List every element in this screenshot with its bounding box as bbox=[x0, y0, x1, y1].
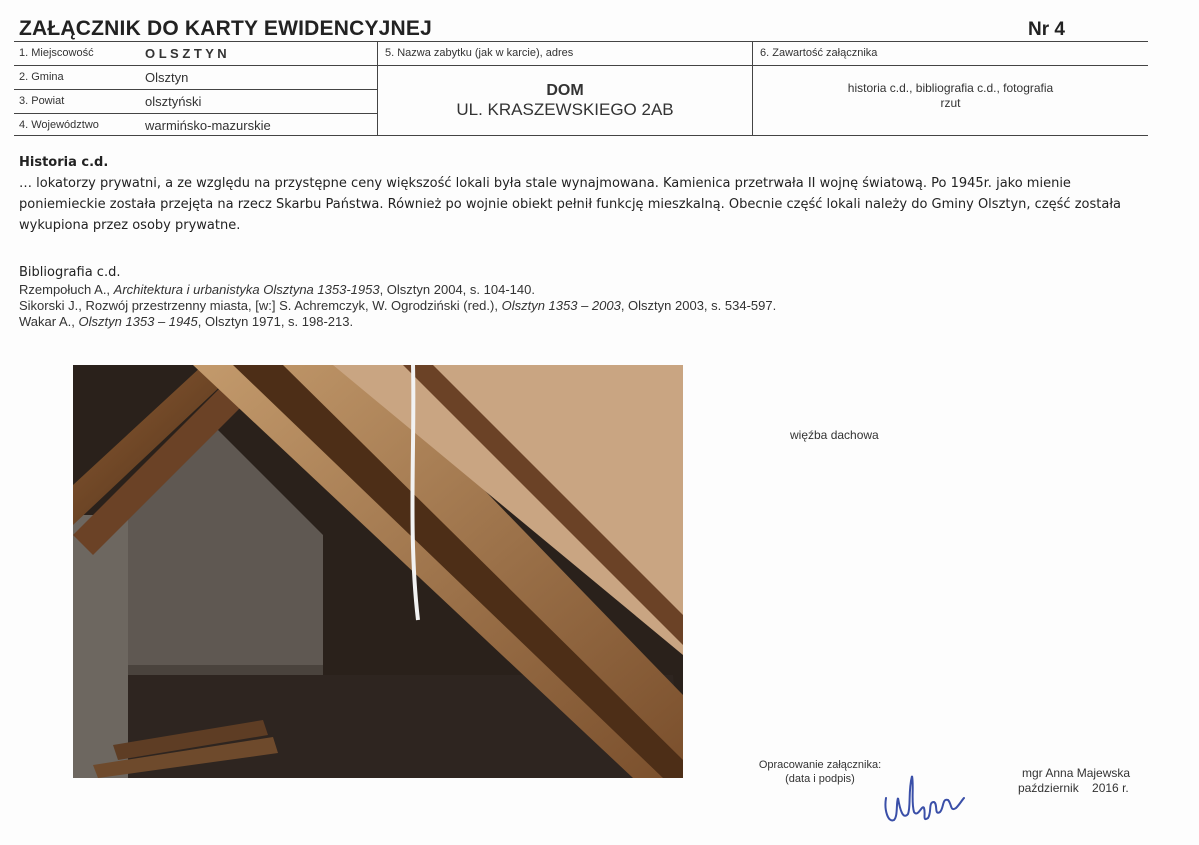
roof-truss-photo bbox=[73, 365, 683, 778]
table-bottom-border bbox=[14, 135, 1148, 136]
table-row-divider bbox=[14, 65, 1148, 66]
contents-line-2: rzut bbox=[940, 96, 961, 110]
bibliography-list bbox=[19, 282, 776, 330]
district-label: 3. Powiat bbox=[19, 95, 65, 107]
photo-caption: więźba dachowa bbox=[790, 428, 879, 442]
district-value: olsztyński bbox=[145, 94, 202, 109]
contents-label: 6. Zawartość załącznika bbox=[760, 47, 878, 59]
bibliography-entry: Wakar A., Olsztyn 1353 – 1945, Olsztyn 1971, s. 198-213. bbox=[19, 314, 354, 329]
voivodeship-label: 4. Województwo bbox=[19, 119, 99, 131]
page-title: ZAŁĄCZNIK DO KARTY EWIDENCYJNEJ bbox=[19, 17, 433, 40]
history-heading: Historia c.d. bbox=[19, 155, 109, 170]
commune-label: 2. Gmina bbox=[19, 71, 64, 83]
table-row-divider bbox=[14, 113, 377, 114]
author-name: mgr Anna Majewska bbox=[1022, 766, 1131, 780]
prepared-date: październik 2016 r. bbox=[1018, 781, 1129, 795]
prepared-label: Opracowanie załącznika: bbox=[758, 759, 882, 771]
monument-name-label: 5. Nazwa zabytku (jak w karcie), adres bbox=[385, 47, 574, 59]
monument-address: UL. KRASZEWSKIEGO 2AB bbox=[456, 100, 674, 119]
signature-image bbox=[878, 768, 968, 830]
voivodeship-value: warmińsko-mazurskie bbox=[145, 118, 271, 133]
locality-value: O L S Z T Y N bbox=[145, 46, 227, 61]
bibliography-entry: Rzempołuch A., Architektura i urbanistyka Olsztyna 1353-1953, Olsztyn 2004, s. 104-140. bbox=[19, 282, 535, 297]
attachment-number: Nr 4 bbox=[1028, 19, 1065, 40]
bibliography-entry: Sikorski J., Rozwój przestrzenny miasta, [w:] S. Achremczyk, W. Ogrodziński (red.), Olsztyn 1353 – 2003, Olsztyn 2003, s. 534-597. bbox=[19, 298, 777, 313]
prepared-sublabel: (data i podpis) bbox=[785, 773, 855, 785]
roof-truss-image bbox=[73, 365, 683, 778]
locality-label: 1. Miejscowość bbox=[19, 47, 94, 59]
commune-value: Olsztyn bbox=[145, 70, 189, 85]
table-row-divider bbox=[14, 89, 377, 90]
contents-line-1: historia c.d., bibliografia c.d., fotografia bbox=[847, 81, 1054, 95]
monument-name: DOM bbox=[546, 82, 584, 99]
history-text: … lokatorzy prywatni, a ze względu na przystępne ceny większość lokali była stale wynajmowana. Kamienica przetrwała II wojnę światową. Po 1945r. jako mienie poniemieckie została przejęta na rzecz Skarbu Państwa. Również po wojnie obiekt pełnił funkcję mieszkalną. Obecnie część lokali należy do Gminy Olsztyn, część została wykupiona przez osoby prywatne. bbox=[19, 176, 1121, 233]
table-top-border bbox=[14, 41, 1148, 42]
bibliography-heading: Bibliografia c.d. bbox=[19, 265, 121, 280]
history-section bbox=[19, 155, 1149, 236]
